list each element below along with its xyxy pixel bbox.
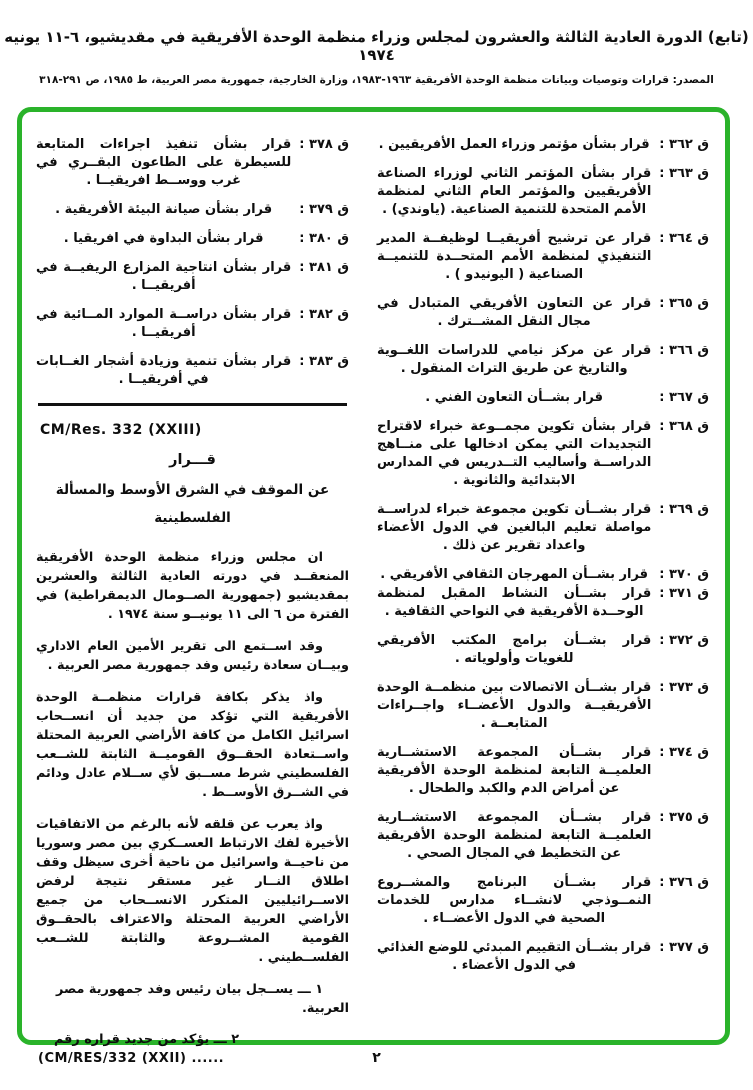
resolution-number: ق ٣٧٠ : — [659, 567, 709, 582]
resolution-number: ق ٣٧٥ : — [659, 810, 709, 825]
toc-entry — [377, 679, 709, 733]
toc-entry — [377, 136, 709, 154]
resolution-title-text: قرار بشأن المؤتمر الثاني لوزراء الصناعة الأفريقيين والمؤتمر العام الثاني لمنظمة الأمم المتحدة للتنمية الصناعية. (ياوندي) . — [377, 166, 652, 217]
toc-entry — [377, 342, 709, 378]
resolution-number: ق ٣٦٢ : — [659, 137, 709, 152]
resolution-title-text: قرار بشأن تنمية وزيادة أشجار الغــابات في أفريقيــا . — [36, 354, 292, 387]
resolution-number: ق ٣٦٩ : — [659, 502, 709, 517]
resolution-number: ق ٣٨١ : — [299, 260, 349, 275]
resolution-title-text: قرار بشــأن برامج المكتب الأفريقي للغويات وأولوياته . — [377, 633, 652, 666]
toc-entry — [377, 585, 709, 621]
resolution-number: ق ٣٦٤ : — [659, 231, 709, 246]
toc-entry — [377, 744, 709, 798]
resolution-subtitle-line2: الفلسطينية — [154, 510, 231, 526]
resolution-reference: CM/Res. 332 (XXIII) — [40, 422, 202, 438]
referenced-resolution-code: (CM/RES/332 (XXII) ...... — [38, 1051, 225, 1066]
toc-entry — [36, 353, 349, 389]
resolution-title-text: قرار عن مركز نيامي للدراسات اللغــوية والتاريخ عن طريق التراث المنقول . — [377, 343, 652, 376]
resolution-paragraph: ان مجلس وزراء منظمة الوحدة الأفريقية المنعقــد في دورته العادية الثالثة والعشرين بمقديشيو (جمهورية الصــومال الديمقراطية) في الفترة من ٦ الى ١١ يونيــو سنة ١٩٧٤ . — [36, 550, 349, 622]
resolution-number: ق ٣٨٢ : — [299, 307, 349, 322]
resolution-number: ق ٣٦٦ : — [659, 343, 709, 358]
resolution-body — [36, 548, 349, 967]
resolution-number: ق ٣٧٤ : — [659, 745, 709, 760]
resolution-title-text: قرار بشأن دراســة الموارد المــائية في أفريقيــا . — [36, 307, 292, 340]
toc-entry — [377, 418, 709, 490]
toc-entry — [377, 389, 709, 407]
source-citation: المصدر: قرارات وتوصيات وبيانات منظمة الوحدة الأفريقية ١٩٦٣-١٩٨٣، وزارة الخارجية، جمهورية مصر العربية، ط ١٩٨٥، ص ٢٩١-٣١٨ — [39, 74, 714, 86]
left-column — [36, 136, 349, 1066]
resolution-number: ق ٣٨٣ : — [299, 354, 349, 369]
resolution-title-text: قرار بشأن صيانة البيئة الأفريقية . — [55, 202, 273, 217]
session-title: (تابع) الدورة العادية الثالثة والعشرون لمجلس وزراء منظمة الوحدة الأفريقية في مقديشيو، ٦-١١ يونيه ١٩٧٤ — [4, 28, 749, 64]
toc-entry — [377, 295, 709, 331]
resolution-title-text: قرار بشــأن البرنامج والمشــروع النمــوذجي لانشــاء مدارس للخدمات الصحية في الدول الأعضــاء . — [377, 875, 652, 926]
toc-entry — [377, 632, 709, 668]
resolution-title-text: قرار بشــأن الاتصالات بين منظمــة الوحدة الأفريقيــة والدول الأعضــاء واجــراءات المتابعــة . — [377, 680, 652, 731]
resolution-number: ق ٣٧٦ : — [659, 875, 709, 890]
resolution-paragraph: وقد اســتمع الى تقرير الأمين العام الاداري وبيــان سعادة رئيس وفد جمهورية مصر العربية . — [36, 639, 349, 673]
section-divider — [38, 403, 347, 406]
page-number: ٢ — [372, 1050, 381, 1066]
toc-entry — [377, 939, 709, 975]
resolution-title-text: قرار بشــأن تكوين مجموعة خبراء لدراســة مواصلة تعليم البالغين في الدول الأعضاء واعداد تقرير عن ذلك . — [377, 502, 652, 553]
resolution-title-text: قرار بشأن تكوين مجمــوعة خبراء لاقتراح التجديدات التي يمكن ادخالها على منــاهج الدراســة وأساليب التــدريس في المدارس الابتدائية والثانوية . — [377, 419, 652, 488]
toc-entry — [377, 165, 709, 219]
resolution-title-text: قرار بشــأن التعاون الفني . — [425, 390, 604, 405]
resolution-paragraph: واذ يعرب عن قلقه لأنه بالرغم من الاتفاقيات الأخيرة لفك الارتباط العســكري بين مصر وسوريا من ناحيــة واسرائيل من ناحية أخرى سيظل وقف اطلاق النــار غير مستقر نتيجة لرفض الاســرائيليين المتكرر الانســحاب من جميع الأراضي العربية المحتلة والاعتراف بالحقــوق القومية المشــروعة والثابتة للشــعب الفلســطيني . — [36, 817, 349, 965]
resolution-number: ق ٣٧٧ : — [659, 940, 709, 955]
resolution-title-text: قرار بشــأن المجموعة الاستشــارية العلميــة التابعة لمنظمة الوحدة الأفريقية عن التخطيط في المجال الصحي . — [377, 810, 652, 861]
toc-left-list — [36, 136, 349, 389]
toc-entry — [36, 230, 349, 248]
resolution-paragraph: واذ يذكر بكافة قرارات منظمــة الوحدة الأفريقية التي تؤكد من جديد أن انســحاب اسرائيل الكامل من كافة الأراضي العربية المحتلة واســتعادة الحقــوق القوميــة الثابتة للشــعب الفلسطيني شرط مســبق لأي ســلام عادل ودائم في الشــرق الأوســط . — [36, 690, 349, 800]
resolution-number: ق ٣٧٨ : — [299, 137, 349, 152]
resolution-subtitle-line1: عن الموقف في الشرق الأوسط والمسألة — [55, 482, 330, 498]
two-column-layout — [36, 136, 709, 1066]
resolution-number: ق ٣٨٠ : — [299, 231, 349, 246]
resolution-title-text: قرار بشأن تنفيذ اجراءات المتابعة للسيطرة على الطاعون البقــري في غرب ووســط افريقيــا . — [36, 137, 292, 188]
resolution-title-text: قرار بشــأن النشاط المقبل لمنظمة الوحــدة الأفريقية في النواحي الثقافية . — [377, 586, 652, 619]
toc-entry — [377, 501, 709, 555]
toc-entry — [36, 306, 349, 342]
resolution-title-text: قرار بشــأن المهرجان الثقافي الأفريقي . — [380, 567, 649, 582]
resolution-title-text: قرار عن ترشيح أفريقيــا لوظيفــة المدير التنفيذي لمنظمة الأمم المتحــدة للتنميــة الصناعية ( اليونيدو ) . — [377, 231, 652, 282]
document-frame — [17, 107, 730, 1066]
resolution-heading: قـــرار — [169, 452, 216, 468]
toc-entry — [36, 259, 349, 295]
resolution-number: ق ٣٧١ : — [659, 586, 709, 601]
toc-entry — [377, 566, 709, 584]
operative-clause-1: ١ ـــ يســجل بيان رئيس وفد جمهورية مصر العربية. — [55, 982, 349, 1016]
resolution-number: ق ٣٦٥ : — [659, 296, 709, 311]
toc-entry — [36, 201, 349, 219]
resolution-number: ق ٣٧٣ : — [659, 680, 709, 695]
operative-clause-2: ٢ ـــ يؤكد من جديد قراره رقم — [53, 1032, 239, 1047]
resolution-title-text: قرار بشــأن التقييم المبدئي للوضع الغذائي في الدول الأعضاء . — [376, 940, 652, 973]
page-header — [0, 28, 753, 86]
toc-right-column — [377, 136, 709, 1032]
resolution-title-text: قرار بشأن مؤتمر وزراء العمل الأفريقيين . — [378, 137, 650, 152]
toc-entry — [36, 136, 349, 190]
resolution-number: ق ٣٧٩ : — [299, 202, 349, 217]
resolution-title-text: قرار بشأن البداوة في افريقيا . — [63, 231, 264, 246]
toc-entry — [377, 809, 709, 863]
resolution-title-text: قرار عن التعاون الأفريقي المتبادل في مجال النقل المشــترك . — [377, 296, 652, 329]
resolution-title-text: قرار بشأن انتاجية المزارع الريفيــة في أفريقيــا . — [36, 260, 292, 293]
resolution-number: ق ٣٦٨ : — [659, 419, 709, 434]
resolution-number: ق ٣٦٣ : — [659, 166, 709, 181]
toc-entry — [377, 874, 709, 928]
toc-entry — [377, 230, 709, 284]
resolution-title-text: قرار بشــأن المجموعة الاستشــارية العلميــة التابعة لمنظمة الوحدة الأفريقية عن أمراض الدم والكبد والطحال . — [377, 745, 652, 796]
resolution-number: ق ٣٦٧ : — [659, 390, 709, 405]
resolution-number: ق ٣٧٢ : — [659, 633, 709, 648]
